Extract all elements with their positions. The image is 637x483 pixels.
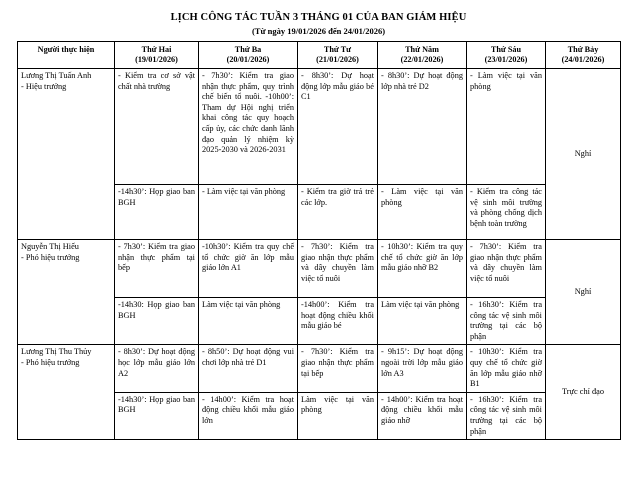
schedule-cell: - 16h30’: Kiểm tra công tác vệ sinh môi trường tại các bộ phận	[467, 392, 546, 439]
date-range-subtitle: (Từ ngày 19/01/2026 đến 24/01/2026)	[251, 26, 386, 36]
schedule-cell: - Làm việc tại văn phòng	[467, 69, 546, 185]
schedule-cell: Làm việc tại văn phòng	[298, 392, 378, 439]
schedule-cell: - Làm việc tại văn phòng	[199, 185, 298, 240]
header-friday: Thứ Sáu (23/01/2026)	[467, 42, 546, 69]
schedule-cell: - 8h50’: Dự hoạt động vui chơi lớp nhà trẻ D1	[199, 345, 298, 392]
header-row	[18, 42, 621, 69]
page-title: LỊCH CÔNG TÁC TUẦN 3 THÁNG 01 CỦA BAN GIÁM HIỆU	[170, 12, 467, 23]
schedule-cell: - 14h00’: Kiểm tra hoạt động chiều khối mẫu giáo nhỡ	[378, 392, 467, 439]
table-row	[18, 69, 621, 185]
schedule-cell: - 14h00’: Kiểm tra hoạt động chiều khối mẫu giáo lớn	[199, 392, 298, 439]
schedule-cell: - 7h30’: Kiểm tra giao nhận thực phẩm, quy trình chế biến tổ nuôi. -10h00’: Tham dự Hội nghị triển khai công tác quy hoạch cấp ủy, các chức danh lãnh đạo quản lý nhiệm kỳ 2025-2030 và 2026-2031	[199, 69, 298, 185]
schedule-cell: - 9h15’: Dự hoạt động ngoài trời lớp mẫu giáo lớn A3	[378, 345, 467, 392]
schedule-cell: - 7h30’: Kiểm tra giao nhận thực phẩm và dây chuyền làm việc tổ nuôi	[298, 240, 378, 298]
schedule-cell: - 7h30’: Kiểm tra giao nhận thực phẩm tại bếp	[115, 240, 199, 298]
person-cell: Lương Thị Tuấn Anh - Hiệu trưởng	[18, 69, 115, 240]
schedule-cell: -14h00’: Kiểm tra hoạt động chiều khối mẫu giáo bé	[298, 298, 378, 345]
schedule-table	[17, 41, 621, 440]
saturday-cell: Nghỉ	[546, 240, 621, 345]
schedule-cell: Làm việc tại văn phòng	[378, 298, 467, 345]
schedule-cell: -10h30’: Kiểm tra quy chế tổ chức giờ ăn lớp mẫu giáo lớn A1	[199, 240, 298, 298]
schedule-cell: - 7h30’: Kiểm tra giao nhận thực phẩm tại bếp	[298, 345, 378, 392]
header-monday: Thứ Hai (19/01/2026)	[115, 42, 199, 69]
person-cell: Nguyễn Thị Hiếu - Phó hiệu trưởng	[18, 240, 115, 345]
schedule-cell: - 10h30’: Kiểm tra quy chế tổ chức giờ ăn lớp mẫu giáo nhỡ B1	[467, 345, 546, 392]
schedule-cell: -14h30’: Họp giao ban BGH	[115, 185, 199, 240]
schedule-cell: -14h30: Họp giao ban BGH	[115, 298, 199, 345]
schedule-cell: - Kiểm tra cơ sở vật chất nhà trường	[115, 69, 199, 185]
header-wednesday: Thứ Tư (21/01/2026)	[298, 42, 378, 69]
schedule-cell: - 8h30’: Dự hoạt động lớp nhà trẻ D2	[378, 69, 467, 185]
schedule-cell: - 8h30’: Dự hoạt động lớp mẫu giáo bé C1	[298, 69, 378, 185]
saturday-cell: Nghỉ	[546, 69, 621, 240]
header-thursday: Thứ Năm (22/01/2026)	[378, 42, 467, 69]
schedule-cell: - Làm việc tại văn phòng	[378, 185, 467, 240]
saturday-cell: Trực chỉ đạo	[546, 345, 621, 440]
schedule-cell: Làm việc tại văn phòng	[199, 298, 298, 345]
schedule-cell: - 7h30’: Kiểm tra giao nhận thực phẩm và dây chuyền làm việc tổ nuôi	[467, 240, 546, 298]
schedule-cell: - 10h30’: Kiểm tra quy chế tổ chức giờ ăn lớp mẫu giáo nhỡ B2	[378, 240, 467, 298]
schedule-cell: - 8h30’: Dự hoạt động học lớp mẫu giáo lớn A2	[115, 345, 199, 392]
schedule-cell: - Kiểm tra giờ trả trẻ các lớp.	[298, 185, 378, 240]
header-saturday: Thứ Bảy (24/01/2026)	[546, 42, 621, 69]
header-person: Người thực hiện	[18, 42, 115, 69]
table-row	[18, 345, 621, 392]
schedule-cell: - Kiểm tra công tác vệ sinh môi trường và phòng chống dịch bệnh toàn trường	[467, 185, 546, 240]
person-cell: Lương Thị Thu Thủy - Phó hiệu trưởng	[18, 345, 115, 440]
schedule-cell: - 16h30’: Kiểm tra công tác vệ sinh môi trường tại các bộ phận	[467, 298, 546, 345]
table-row	[18, 240, 621, 298]
schedule-cell: -14h30’: Họp giao ban BGH	[115, 392, 199, 439]
header-tuesday: Thứ Ba (20/01/2026)	[199, 42, 298, 69]
